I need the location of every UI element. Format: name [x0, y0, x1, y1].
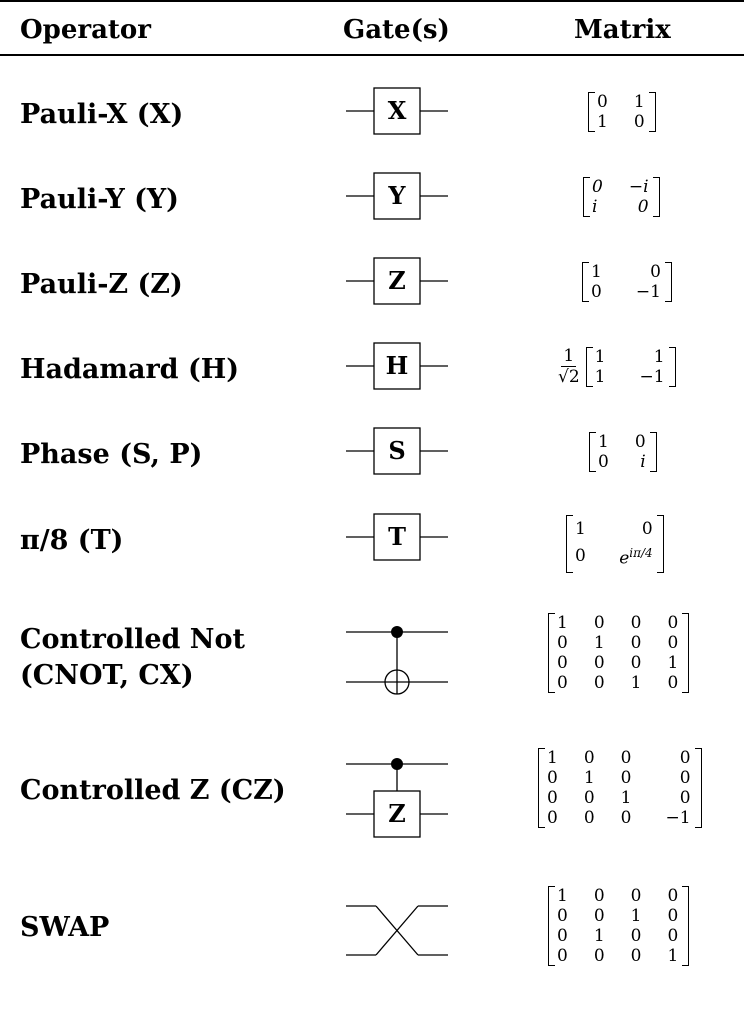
matrix-entry: 1 [653, 346, 665, 367]
gate-label: Z [388, 799, 406, 828]
gate-label: Y [388, 181, 406, 210]
operator-name: SWAP [20, 912, 110, 943]
gate-label: Z [388, 266, 406, 295]
matrix-entry: 1 [667, 946, 679, 966]
matrix-entry: −1 [665, 808, 691, 828]
matrix-entry: 0 [679, 748, 691, 768]
matrix-entry: 1 [594, 346, 606, 367]
matrix-entry: 1 [591, 262, 602, 282]
matrix-entry: 0 [650, 262, 661, 282]
matrix-entry: 0 [634, 432, 646, 452]
matrix-entry: i [592, 197, 598, 217]
matrix-entry: 0 [630, 613, 642, 633]
matrix-entry: 1 [633, 92, 645, 112]
matrix-entry: 0 [597, 92, 608, 112]
header-matrix: Matrix [574, 15, 671, 45]
matrix-entry: 0 [583, 808, 595, 828]
matrix-entry: 0 [557, 926, 568, 946]
gate-label: T [388, 522, 406, 551]
gate-label: H [385, 351, 409, 380]
control-dot [391, 626, 403, 638]
matrix-entry: 1 [547, 748, 558, 768]
matrix [558, 346, 676, 387]
matrix-entry: 0 [620, 768, 632, 788]
matrix-entry: 0 [667, 906, 679, 926]
header-gates: Gate(s) [343, 15, 450, 45]
matrix-entry: 0 [557, 633, 568, 653]
matrix-entry: 0 [630, 653, 642, 673]
matrix-entry: 0 [592, 177, 603, 197]
matrix-entry: 0 [593, 906, 605, 926]
gate-cz-diagram [346, 756, 448, 838]
matrix-entry: 0 [667, 633, 679, 653]
gate-s-diagram [346, 426, 448, 476]
matrix [538, 748, 702, 828]
matrix-entry: 0 [620, 748, 632, 768]
operator-name: Phase (S, P) [20, 439, 203, 470]
operator-name: Pauli-X (X) [20, 99, 184, 130]
prefactor: $\frac{1}{√2}$ [558, 346, 580, 387]
gate-x-diagram [346, 86, 448, 136]
matrix-entry: 0 [547, 768, 558, 788]
matrix-entry: 1 [630, 906, 642, 926]
matrix [589, 432, 657, 472]
gate-swap-diagram [346, 900, 448, 960]
top-rule [0, 0, 744, 2]
operator-name: Pauli-Y (Y) [20, 184, 179, 215]
matrix [548, 613, 689, 693]
matrix-entry: 0 [593, 673, 605, 693]
matrix-entry: i [640, 452, 646, 472]
matrix-entry: 1 [667, 653, 679, 673]
matrix-entry: 0 [557, 673, 568, 693]
gate-h-diagram [346, 341, 448, 391]
matrix-entry: 1 [597, 112, 608, 132]
matrix-entry: 0 [575, 545, 586, 566]
matrix-entry: 0 [547, 788, 558, 808]
matrix-entry: 0 [620, 808, 632, 828]
matrix-entry: 1 [557, 613, 568, 633]
matrix-entry: 0 [667, 613, 679, 633]
matrix-entry: −i [628, 177, 649, 197]
gate-cnot-diagram [346, 620, 448, 700]
matrix-entry: 0 [547, 808, 558, 828]
matrix [548, 886, 689, 966]
matrix [566, 515, 664, 573]
matrix-entry: 0 [593, 886, 605, 906]
matrix-entry: 0 [667, 673, 679, 693]
operator-name: π/8 (T) [20, 525, 124, 556]
matrix-entry: 0 [667, 886, 679, 906]
matrix-entry: 1 [598, 432, 609, 452]
matrix-entry: 0 [598, 452, 609, 472]
operator-name: Pauli-Z (Z) [20, 269, 183, 300]
operator-name-line2: (CNOT, CX) [20, 660, 194, 691]
matrix-entry: 1 [593, 926, 605, 946]
matrix-entry: 1 [620, 788, 632, 808]
matrix-entry: 0 [633, 112, 645, 132]
matrix-entry: 0 [641, 519, 653, 539]
matrix-entry: −1 [639, 366, 665, 387]
matrix-entry: 1 [593, 633, 605, 653]
matrix-entry: 0 [591, 282, 602, 302]
matrix-entry: 0 [637, 197, 649, 217]
gate-label: X [387, 96, 407, 125]
gate-label: S [388, 436, 406, 465]
matrix-entry: −1 [635, 282, 661, 302]
matrix-entry: 0 [630, 886, 642, 906]
matrix [582, 262, 672, 302]
matrix-entry: 0 [583, 748, 595, 768]
matrix-entry: 0 [630, 633, 642, 653]
matrix-entry: 1 [594, 366, 606, 387]
matrix-entry: 0 [557, 946, 568, 966]
matrix-entry: 1 [557, 886, 568, 906]
matrix-entry: 1 [575, 519, 586, 539]
header-operator: Operator [20, 15, 151, 45]
matrix-entry: 0 [679, 788, 691, 808]
operator-name: Hadamard (H) [20, 354, 240, 385]
matrix-entry: 1 [583, 768, 595, 788]
control-dot [391, 758, 403, 770]
matrix-entry: 1 [630, 673, 642, 693]
matrix-entry: 0 [593, 946, 605, 966]
matrix-entry: 0 [630, 946, 642, 966]
matrix [588, 92, 656, 132]
matrix-entry: 0 [557, 906, 568, 926]
matrix-entry: 0 [679, 768, 691, 788]
matrix-entry: 0 [630, 926, 642, 946]
header-rule [0, 54, 744, 56]
matrix-entry: 0 [593, 653, 605, 673]
operator-name: Controlled Not [20, 624, 245, 655]
gate-z-diagram [346, 256, 448, 306]
matrix-entry: 0 [667, 926, 679, 946]
matrix-entry: 0 [593, 613, 605, 633]
exp-entry: $e^{i\pi/4}$ [619, 546, 653, 569]
matrix-entry: 0 [583, 788, 595, 808]
gate-t-diagram [346, 512, 448, 562]
operator-name: Controlled Z (CZ) [20, 775, 286, 806]
matrix [583, 177, 660, 217]
matrix-entry: 0 [557, 653, 568, 673]
gate-y-diagram [346, 171, 448, 221]
